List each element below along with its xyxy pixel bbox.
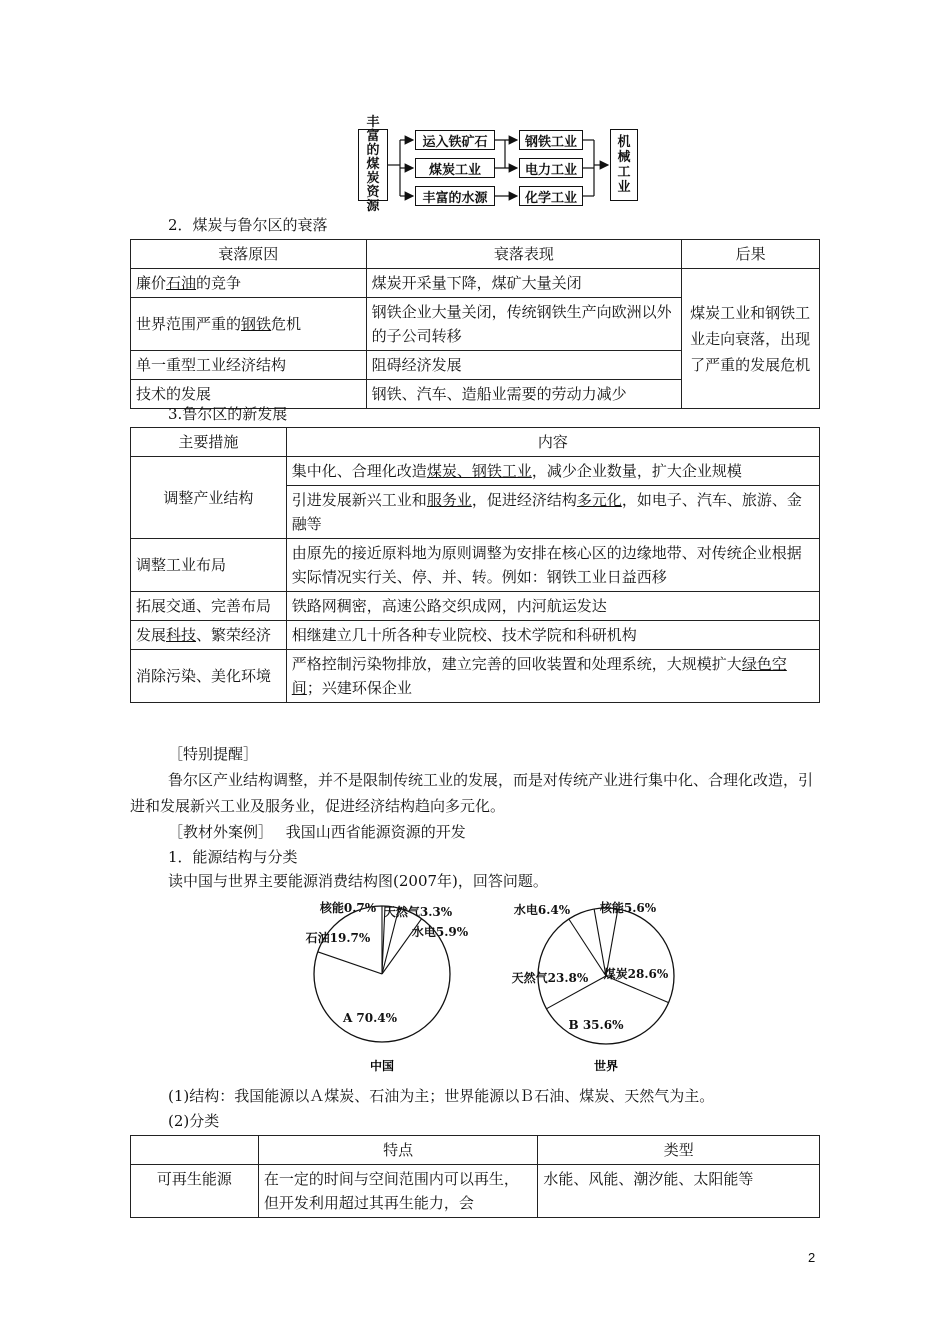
table-header-row xyxy=(131,428,820,457)
table-row xyxy=(131,457,820,486)
case-title: 我国山西省能源资源的开发 xyxy=(285,823,466,841)
measure-cell: 发展科技、繁荣经济 xyxy=(131,621,287,650)
content-cell: 集中化、合理化改造煤炭、钢铁工业，减少企业数量，扩大企业规模 xyxy=(286,457,819,486)
pie-slice-label: 天然气23.8% xyxy=(511,971,589,985)
content-cell: 铁路网稠密，高速公路交织成网，内河航运发达 xyxy=(286,592,819,621)
content-cell: 引进发展新兴工业和服务业，促进经济结构多元化，如电子、汽车、旅游、金融等 xyxy=(286,486,819,539)
pie-slice-label: 石油19.7% xyxy=(305,931,371,945)
classification-subheading: (2)分类 xyxy=(168,1112,220,1130)
measure-cell: 调整工业布局 xyxy=(131,539,287,592)
pie-title: 中国 xyxy=(369,1059,395,1073)
table-row xyxy=(131,1165,820,1218)
header-cell: 衰落原因 xyxy=(131,240,367,269)
cause-cell: 世界范围严重的钢铁危机 xyxy=(131,298,367,351)
content-cell: 由原先的接近原料地为原则调整为安排在核心区的边缘地带、对传统企业根据实际情况实行关、停、并、转。例如：钢铁工业日益西移 xyxy=(286,539,819,592)
cause-cell: 单一重型工业经济结构 xyxy=(131,351,367,380)
flow-mid-label: 煤炭工业 xyxy=(428,162,481,178)
table-row xyxy=(131,621,820,650)
cause-cell: 廉价石油的竞争 xyxy=(131,269,367,298)
case-sub1: 1．能源结构与分类 xyxy=(168,848,298,866)
structure-text: (1)结构：我国能源以Ａ煤炭、石油为主；世界能源以Ｂ石油、煤炭、天然气为主。 xyxy=(168,1087,715,1105)
flow-arrows xyxy=(0,0,950,220)
pie-slice-label: 天然气3.3% xyxy=(383,905,453,919)
table-row xyxy=(131,592,820,621)
consequence-cell: 煤炭工业和钢铁工业走向衰落，出现了严重的发展危机 xyxy=(682,269,820,409)
pie-slice-label: A 70.4% xyxy=(342,1011,398,1025)
effect-cell: 煤炭开采量下降，煤矿大量关闭 xyxy=(366,269,682,298)
flow-source-label: 丰富的煤炭资源 xyxy=(366,115,380,214)
measure-cell: 调整产业结构 xyxy=(131,457,287,539)
pie-slice-label: B 35.6% xyxy=(568,1018,624,1032)
types-cell: 水能、风能、潮汐能、太阳能等 xyxy=(538,1165,820,1218)
header-cell: 内容 xyxy=(286,428,819,457)
table-row xyxy=(131,539,820,592)
reminder-text: 鲁尔区产业结构调整，并不是限制传统工业的发展，而是对传统产业进行集中化、合理化改造，引进和发展新兴工业及服务业，促进经济结构趋向多元化。 xyxy=(130,771,814,815)
pie-slice-label: 水电5.9% xyxy=(411,925,469,939)
measure-cell: 拓展交通、完善布局 xyxy=(131,592,287,621)
flow-industry-label: 化学工业 xyxy=(524,190,577,206)
development-table xyxy=(130,427,820,703)
case-heading xyxy=(168,820,858,844)
effect-cell: 钢铁企业大量关闭，传统钢铁生产向欧洲以外的子公司转移 xyxy=(366,298,682,351)
flow-mid-label: 丰富的水源 xyxy=(422,190,488,206)
reminder-label: ［特别提醒］ xyxy=(168,745,259,763)
section2-heading: 2．煤炭与鲁尔区的衰落 xyxy=(168,216,328,234)
header-cell: 特点 xyxy=(258,1136,538,1165)
pie-slice-label: 核能5.6% xyxy=(599,901,657,915)
page-number: 2 xyxy=(808,1250,816,1265)
classification-table xyxy=(130,1135,820,1218)
table-row xyxy=(131,269,820,298)
feature-cell: 在一定的时间与空间范围内可以再生，但开发利用超过其再生能力，会 xyxy=(258,1165,538,1218)
table-header-row xyxy=(131,240,820,269)
table-row xyxy=(131,650,820,703)
pie-slice-label: 水电6.4% xyxy=(513,903,571,917)
decline-table xyxy=(130,239,820,409)
header-cell: 后果 xyxy=(682,240,820,269)
case-intro: 读中国与世界主要能源消费结构图(2007年)，回答问题。 xyxy=(168,872,548,890)
table-header-row xyxy=(131,1136,820,1165)
flow-industry-label: 电力工业 xyxy=(524,162,577,178)
measure-cell: 消除污染、美化环境 xyxy=(131,650,287,703)
row-label-cell: 可再生能源 xyxy=(131,1165,259,1218)
flow-result-label: 机械工业 xyxy=(617,135,631,195)
pie-title: 世界 xyxy=(593,1059,619,1073)
effect-cell: 阻碍经济发展 xyxy=(366,351,682,380)
pie-slice-label: 煤炭28.6% xyxy=(603,967,669,981)
pie-slice-label: 核能0.7% xyxy=(319,901,377,915)
header-cell: 衰落表现 xyxy=(366,240,682,269)
content-cell: 相继建立几十所各种专业院校、技术学院和科研机构 xyxy=(286,621,819,650)
effect-cell: 钢铁、汽车、造船业需要的劳动力减少 xyxy=(366,380,682,409)
section3-heading: 3.鲁尔区的新发展 xyxy=(168,405,288,423)
content-cell: 严格控制污染物排放，建立完善的回收装置和处理系统，大规模扩大绿色空间；兴建环保企业 xyxy=(286,650,819,703)
energy-pie-charts xyxy=(300,894,700,1080)
case-label: ［教材外案例］ xyxy=(168,823,274,841)
flow-mid-label: 运入铁矿石 xyxy=(422,134,488,150)
header-cell xyxy=(131,1136,259,1165)
header-cell: 主要措施 xyxy=(131,428,287,457)
cause-cell: 技术的发展 xyxy=(131,380,367,409)
flow-industry-label: 钢铁工业 xyxy=(524,134,577,150)
header-cell: 类型 xyxy=(538,1136,820,1165)
